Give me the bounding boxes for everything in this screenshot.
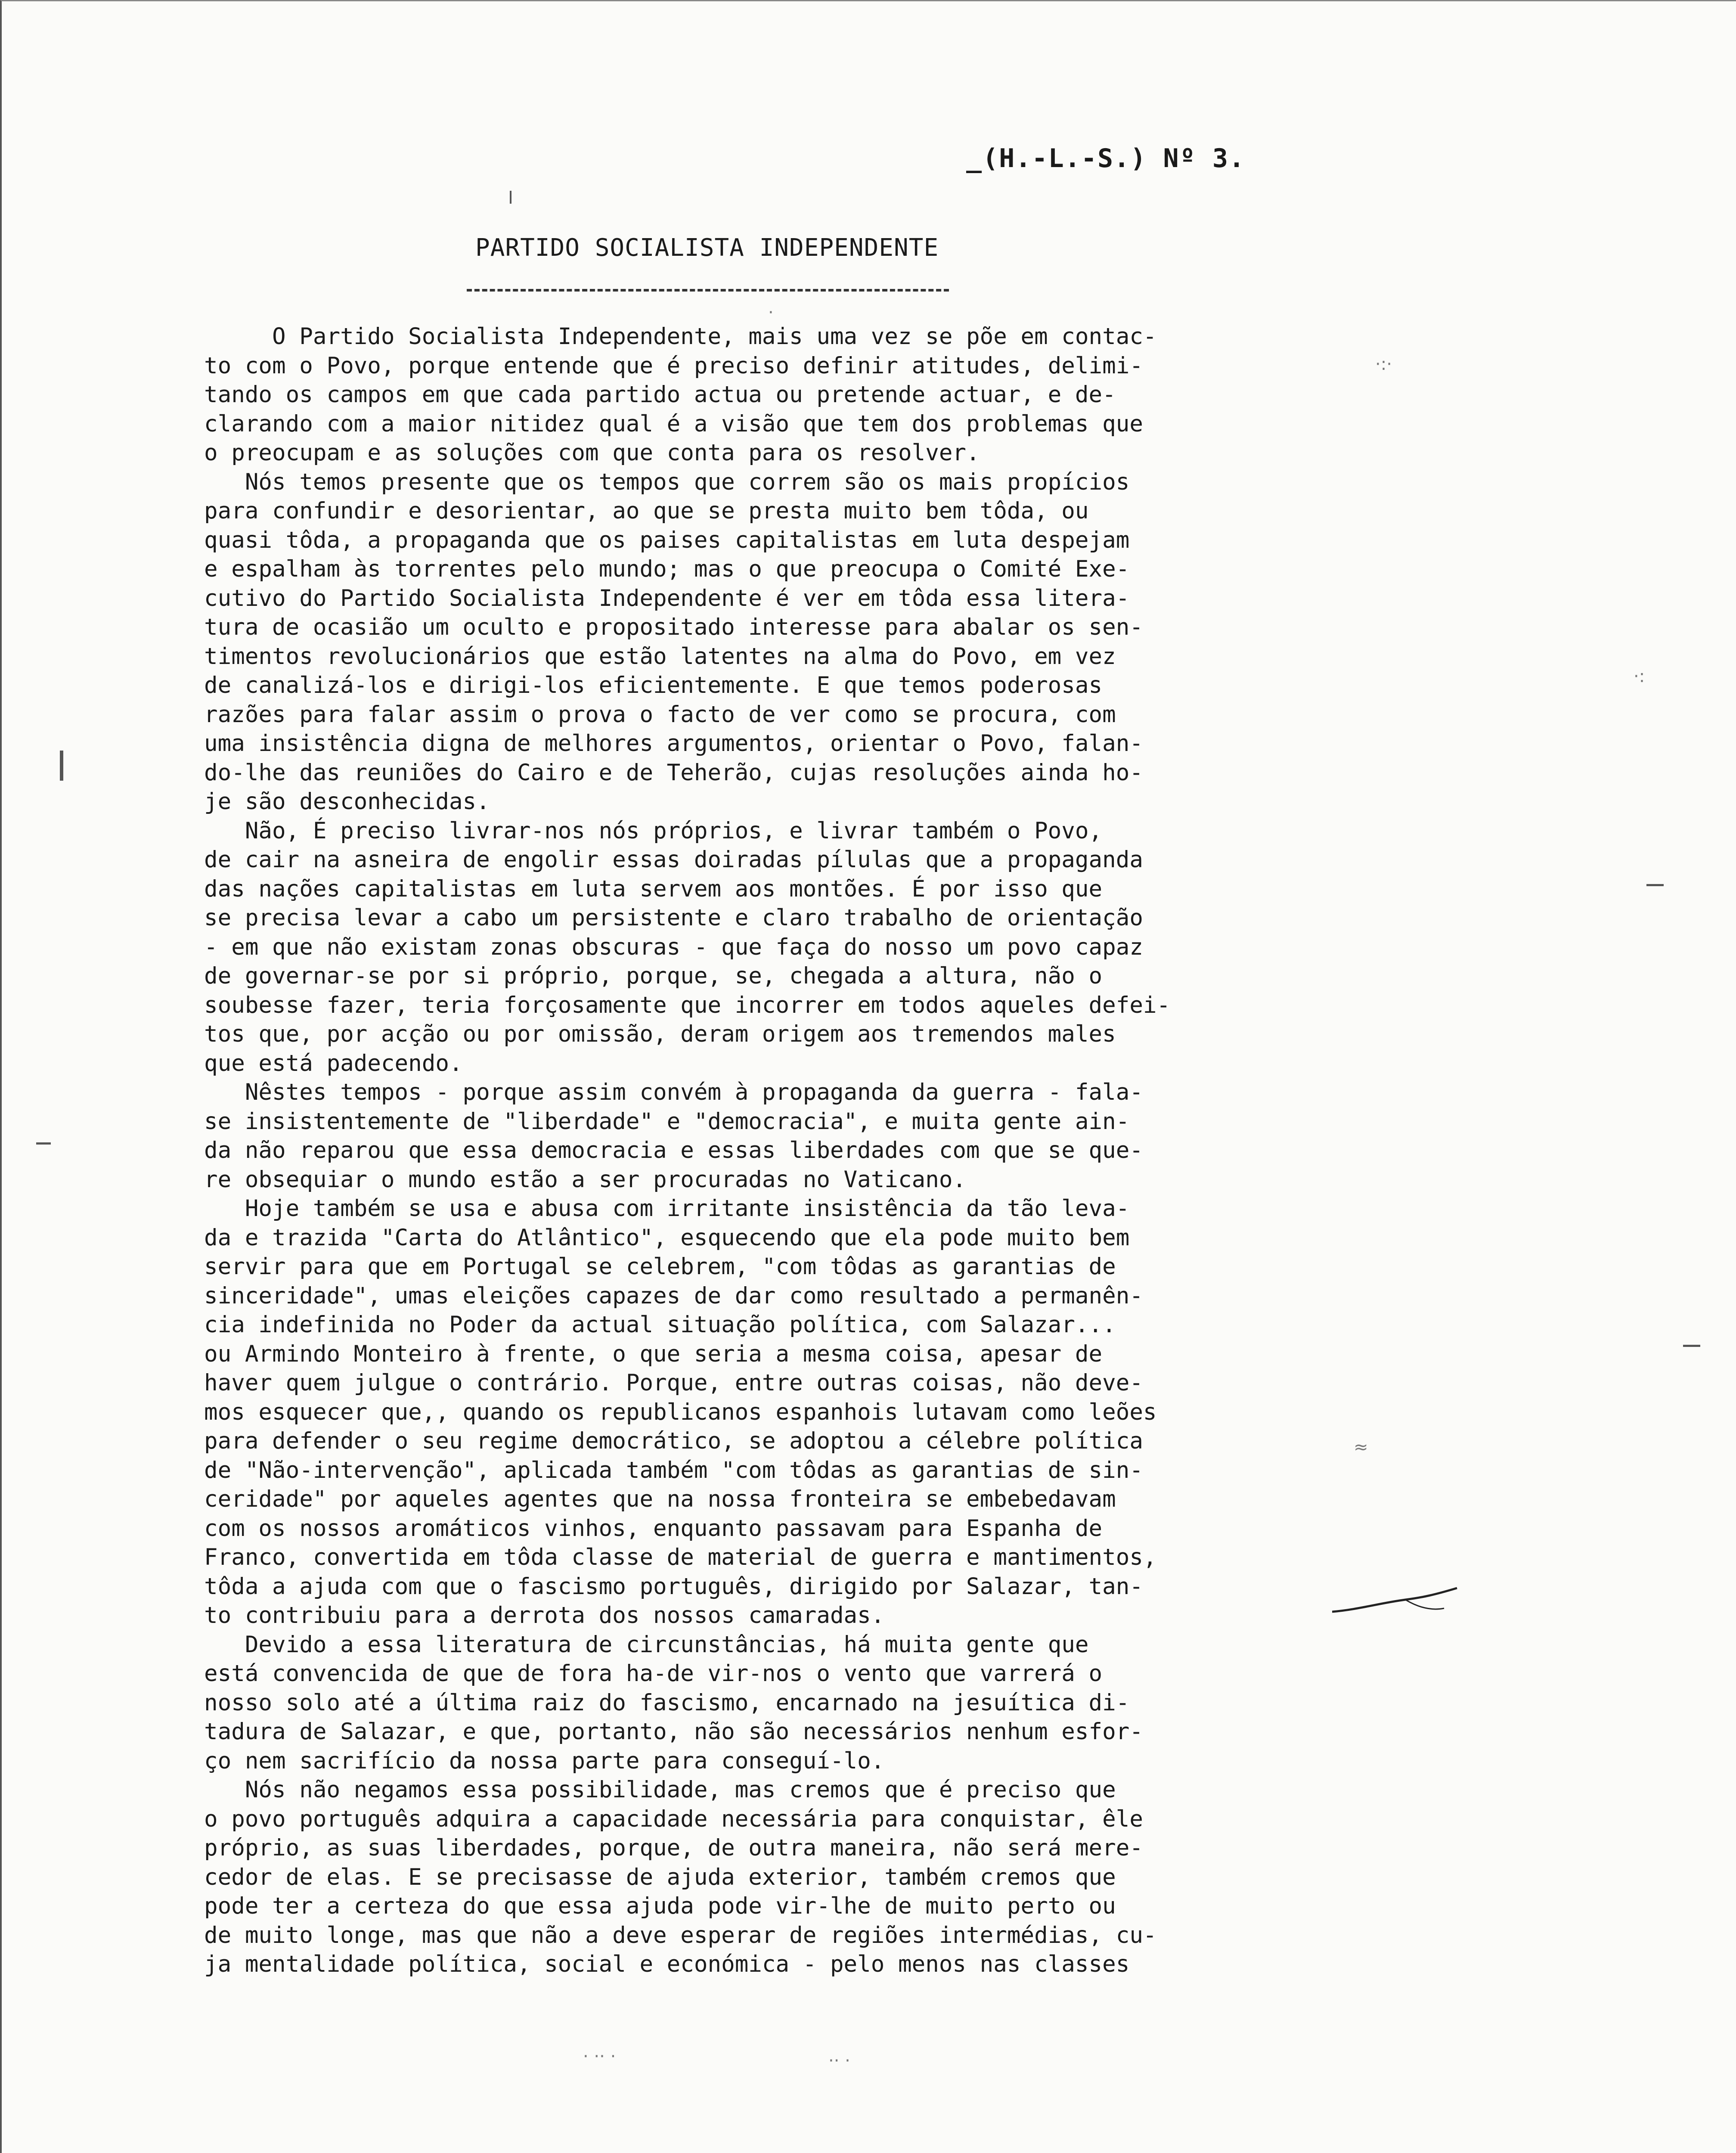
body-line: cutivo do Partido Socialista Independente é ver em tôda essa litera-: [204, 585, 1130, 611]
body-line: do-lhe das reuniões do Cairo e de Teherão, cujas resoluções ainda ho-: [204, 759, 1143, 786]
body-line: cedor de elas. E se precisasse de ajuda exterior, também cremos que: [204, 1864, 1116, 1890]
body-line: para defender o seu regime democrático, se adoptou a célebre política: [204, 1428, 1143, 1454]
body-line: de muito longe, mas que não a deve esperar de regiões intermédias, cu-: [204, 1922, 1157, 1948]
document-reference: _(H.-L.-S.) Nº 3.: [966, 143, 1246, 174]
body-line: - em que não existam zonas obscuras - que faça do nosso um povo capaz: [204, 934, 1143, 960]
scan-speck: ·· ·: [828, 2051, 850, 2071]
body-line: Nêstes tempos - porque assim convém à propaganda da guerra - fala-: [204, 1079, 1143, 1105]
body-line: cia indefinida no Poder da actual situação política, com Salazar...: [204, 1312, 1116, 1338]
body-line: o povo português adquira a capacidade necessária para conquistar, êle: [204, 1806, 1143, 1832]
body-line: da não reparou que essa democracia e essas liberdades com que se que-: [204, 1137, 1143, 1163]
margin-mark-right-dash: [1683, 1345, 1700, 1347]
body-line: je são desconhecidas.: [204, 788, 490, 815]
body-line: Hoje também se usa e abusa com irritante insistência da tão leva-: [204, 1195, 1130, 1222]
margin-mark-left-dash: [36, 1142, 51, 1145]
body-line: Não, É preciso livrar-nos nós próprios, e livrar também o Povo,: [204, 817, 1103, 844]
body-line: tura de ocasião um oculto e propositado interesse para abalar os sen-: [204, 614, 1143, 640]
body-line: Devido a essa literatura de circunstâncias, há muita gente que: [204, 1631, 1089, 1658]
margin-mark-right-dash: [1646, 884, 1664, 886]
body-line: e espalham às torrentes pelo mundo; mas o que preocupa o Comité Exe-: [204, 556, 1130, 582]
body-line: Nós não negamos essa possibilidade, mas cremos que é preciso que: [204, 1777, 1116, 1803]
body-line: ceridade" por aqueles agentes que na nossa fronteira se embebedavam: [204, 1486, 1116, 1512]
body-line: de canalizá-los e dirigi-los eficientemente. E que temos poderosas: [204, 672, 1103, 698]
scan-speck: ·:·: [1375, 354, 1392, 374]
body-line: Nós temos presente que os tempos que correm são os mais propícios: [204, 468, 1130, 495]
body-line: razões para falar assim o prova o facto de ver como se procura, com: [204, 701, 1116, 728]
ink-tick-top: [510, 191, 512, 204]
body-line: ja mentalidade política, social e económica - pelo menos nas classes: [204, 1951, 1130, 1977]
body-line: uma insistência digna de melhores argumentos, orientar o Povo, falan-: [204, 730, 1143, 757]
body-line: re obsequiar o mundo estão a ser procuradas no Vaticano.: [204, 1166, 967, 1193]
margin-mark-left: [60, 751, 63, 781]
body-line: to com o Povo, porque entende que é preciso definir atitudes, delimi-: [204, 352, 1143, 379]
body-line: pode ter a certeza do que essa ajuda pode vir-lhe de muito perto ou: [204, 1893, 1116, 1919]
body-line: sinceridade", umas eleições capazes de dar como resultado a permanên-: [204, 1282, 1143, 1309]
handwritten-pen-mark: [1332, 1586, 1461, 1620]
body-line: clarando com a maior nitidez qual é a visão que tem dos problemas que: [204, 410, 1143, 437]
body-line: tos que, por acção ou por omissão, deram origem aos tremendos males: [204, 1021, 1116, 1047]
body-line: o preocupam e as soluções com que conta para os resolver.: [204, 440, 980, 466]
document-body: [204, 322, 1435, 1979]
body-line: mos esquecer que,, quando os republicanos espanhois lutavam como leões: [204, 1399, 1157, 1425]
document-title: PARTIDO SOCIALISTA INDEPENDENTE: [475, 234, 939, 262]
body-line: próprio, as suas liberdades, porque, de outra maneira, não será mere-: [204, 1835, 1143, 1861]
body-line: ou Armindo Monteiro à frente, o que seria a mesma coisa, apesar de: [204, 1340, 1103, 1367]
body-line: Franco, convertida em tôda classe de material de guerra e mantimentos,: [204, 1544, 1157, 1570]
scan-speck: ·: [768, 303, 774, 323]
body-line: timentos revolucionários que estão latentes na alma do Povo, em vez: [204, 643, 1116, 670]
body-line: de governar-se por si próprio, porque, se, chegada a altura, não o: [204, 963, 1103, 989]
body-line: se precisa levar a cabo um persistente e claro trabalho de orientação: [204, 905, 1143, 931]
scan-speck: ·:: [1634, 667, 1645, 686]
body-line: to contribuiu para a derrota dos nossos camaradas.: [204, 1602, 885, 1629]
body-line: nosso solo até a última raiz do fascismo, encarnado na jesuítica di-: [204, 1689, 1130, 1716]
body-line: soubesse fazer, teria forçosamente que incorrer em todos aqueles defei-: [204, 992, 1171, 1018]
title-underline: [467, 289, 949, 292]
body-line: das nações capitalistas em luta servem aos montões. É por isso que: [204, 875, 1103, 902]
scan-speck: ≈: [1354, 1437, 1368, 1457]
body-line: se insistentemente de "liberdade" e "democracia", e muita gente ain-: [204, 1108, 1130, 1135]
body-line: de "Não-intervenção", aplicada também "com tôdas as garantias de sin-: [204, 1457, 1143, 1483]
body-line: que está padecendo.: [204, 1050, 463, 1076]
body-line: de cair na asneira de engolir essas doiradas pílulas que a propaganda: [204, 847, 1143, 873]
body-line: tando os campos em que cada partido actua ou pretende actuar, e de-: [204, 382, 1116, 408]
scan-speck: · ·· ·: [583, 2047, 616, 2066]
body-line: com os nossos aromáticos vinhos, enquanto passavam para Espanha de: [204, 1515, 1103, 1542]
body-line: ço nem sacrifício da nossa parte para conseguí-lo.: [204, 1747, 885, 1774]
body-line: da e trazida "Carta do Atlântico", esquecendo que ela pode muito bem: [204, 1224, 1130, 1251]
body-line: quasi tôda, a propaganda que os paises capitalistas em luta despejam: [204, 527, 1130, 553]
body-line: servir para que em Portugal se celebrem, "com tôdas as garantias de: [204, 1253, 1116, 1280]
body-line: haver quem julgue o contrário. Porque, entre outras coisas, não deve-: [204, 1370, 1143, 1396]
body-line: para confundir e desorientar, ao que se presta muito bem tôda, ou: [204, 498, 1089, 524]
body-line: está convencida de que de fora ha-de vir-nos o vento que varrerá o: [204, 1660, 1103, 1687]
body-line: tadura de Salazar, e que, portanto, não são necessários nenhum esfor-: [204, 1719, 1143, 1745]
body-line: O Partido Socialista Independente, mais uma vez se põe em contac-: [204, 323, 1157, 350]
body-line: tôda a ajuda com que o fascismo português, dirigido por Salazar, tan-: [204, 1573, 1143, 1600]
